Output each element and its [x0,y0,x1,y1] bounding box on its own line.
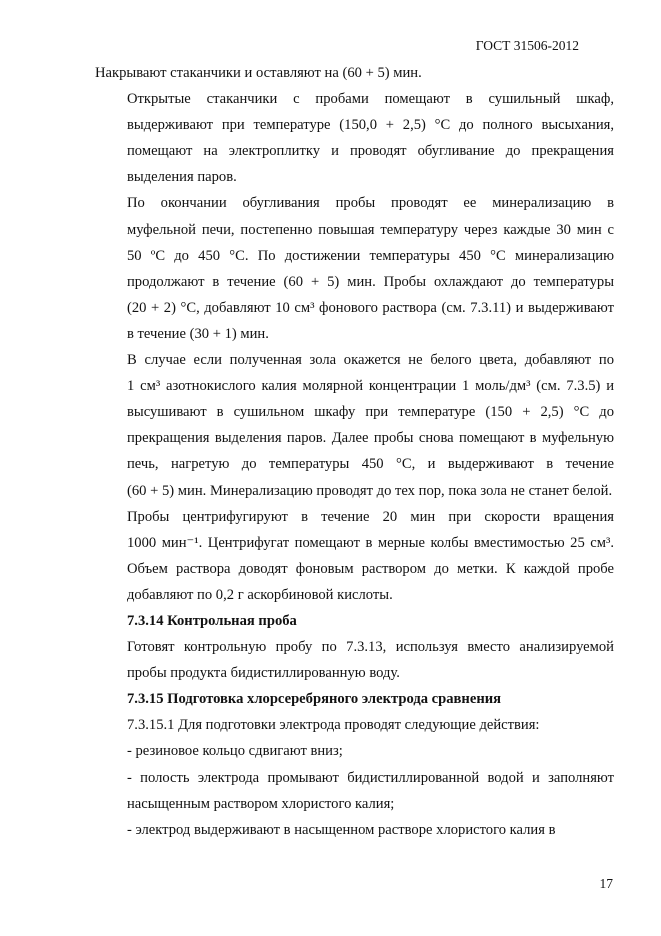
paragraph [95,738,614,764]
text-line: Пробы центрифугируют в течение 20 мин при скорости вращения [127,508,614,525]
text-line: печь, нагретую до температуры 450 °С, и выдерживают в течение [127,456,614,473]
document-code: ГОСТ 31506-2012 [475,38,579,53]
text-line: Накрывают стаканчики и оставляют на (60 + 5) мин. [95,65,422,81]
text-line: - резиновое кольцо сдвигают вниз; [127,743,343,760]
paragraph [95,817,614,843]
text-line: 1000 мин⁻¹. Центрифугат помещают в мерные колбы вместимостью 25 см³. [127,534,614,551]
text-line: прекращения выделения паров. Далее пробы снова помещают в муфельную [127,430,614,447]
paragraph [95,634,614,686]
text-line: Готовят контрольную пробу по 7.3.13, используя вместо анализируемой [127,639,614,656]
paragraph [95,86,614,190]
paragraph [95,504,614,608]
paragraph [95,712,614,738]
text-line: в течение (30 + 1) мин. [127,325,269,342]
text-line: высушивают в сушильном шкафу при температуре (150 + 2,5) °С до [127,404,614,421]
text-line: выдерживают при температуре (150,0 + 2,5) °С до полного высыхания, [127,117,614,134]
section-heading [95,608,614,634]
text-line: Объем раствора доводят фоновым раствором до метки. К каждой пробе [127,560,614,577]
text-line: помещают на электроплитку и проводят обугливание до прекращения [127,143,614,160]
paragraph [95,190,614,347]
text-line: 7.3.15.1 Для подготовки электрода проводят следующие действия: [127,717,540,734]
text-line: 50 ºС до 450 °С. По достижении температуры 450 °С минерализацию [127,247,614,264]
page-number: 17 [599,876,613,891]
text-line: выделения паров. [127,169,237,186]
paragraph [95,765,614,817]
text-line: 7.3.14 Контрольная проба [127,612,297,629]
text-line: 1 см³ азотнокислого калия молярной концентрации 1 моль/дм³ (см. 7.3.5) и [127,378,614,395]
section-heading [95,686,614,712]
text-line: насыщенным раствором хлористого калия; [127,795,395,812]
text-line: Открытые стаканчики с пробами помещают в сушильный шкаф, [127,91,614,108]
text-line: муфельной печи, постепенно повышая температуру через каждые 30 мин с [127,221,614,238]
body-text [95,60,614,843]
text-line: 7.3.15 Подготовка хлорсеребряного электрода сравнения [127,691,502,708]
text-line: (20 + 2) °С, добавляют 10 см³ фонового раствора (см. 7.3.11) и выдерживают [127,299,614,316]
text-line: (60 + 5) мин. Минерализацию проводят до тех пор, пока зола не станет белой. [127,482,613,499]
text-line: - электрод выдерживают в насыщенном растворе хлористого калия в [127,821,556,838]
text-line: продолжают в течение (60 + 5) мин. Пробы охлаждают до температуры [127,273,614,290]
text-line: пробы продукта бидистиллированную воду. [127,665,400,682]
text-line: - полость электрода промывают бидистиллированной водой и заполняют [127,769,614,786]
paragraph [95,347,614,504]
paragraph [95,60,614,86]
text-line: В случае если полученная зола окажется не белого цвета, добавляют по [127,352,614,369]
text-line: добавляют по 0,2 г аскорбиновой кислоты. [127,586,393,603]
text-line: По окончании обугливания пробы проводят ее минерализацию в [127,195,614,212]
